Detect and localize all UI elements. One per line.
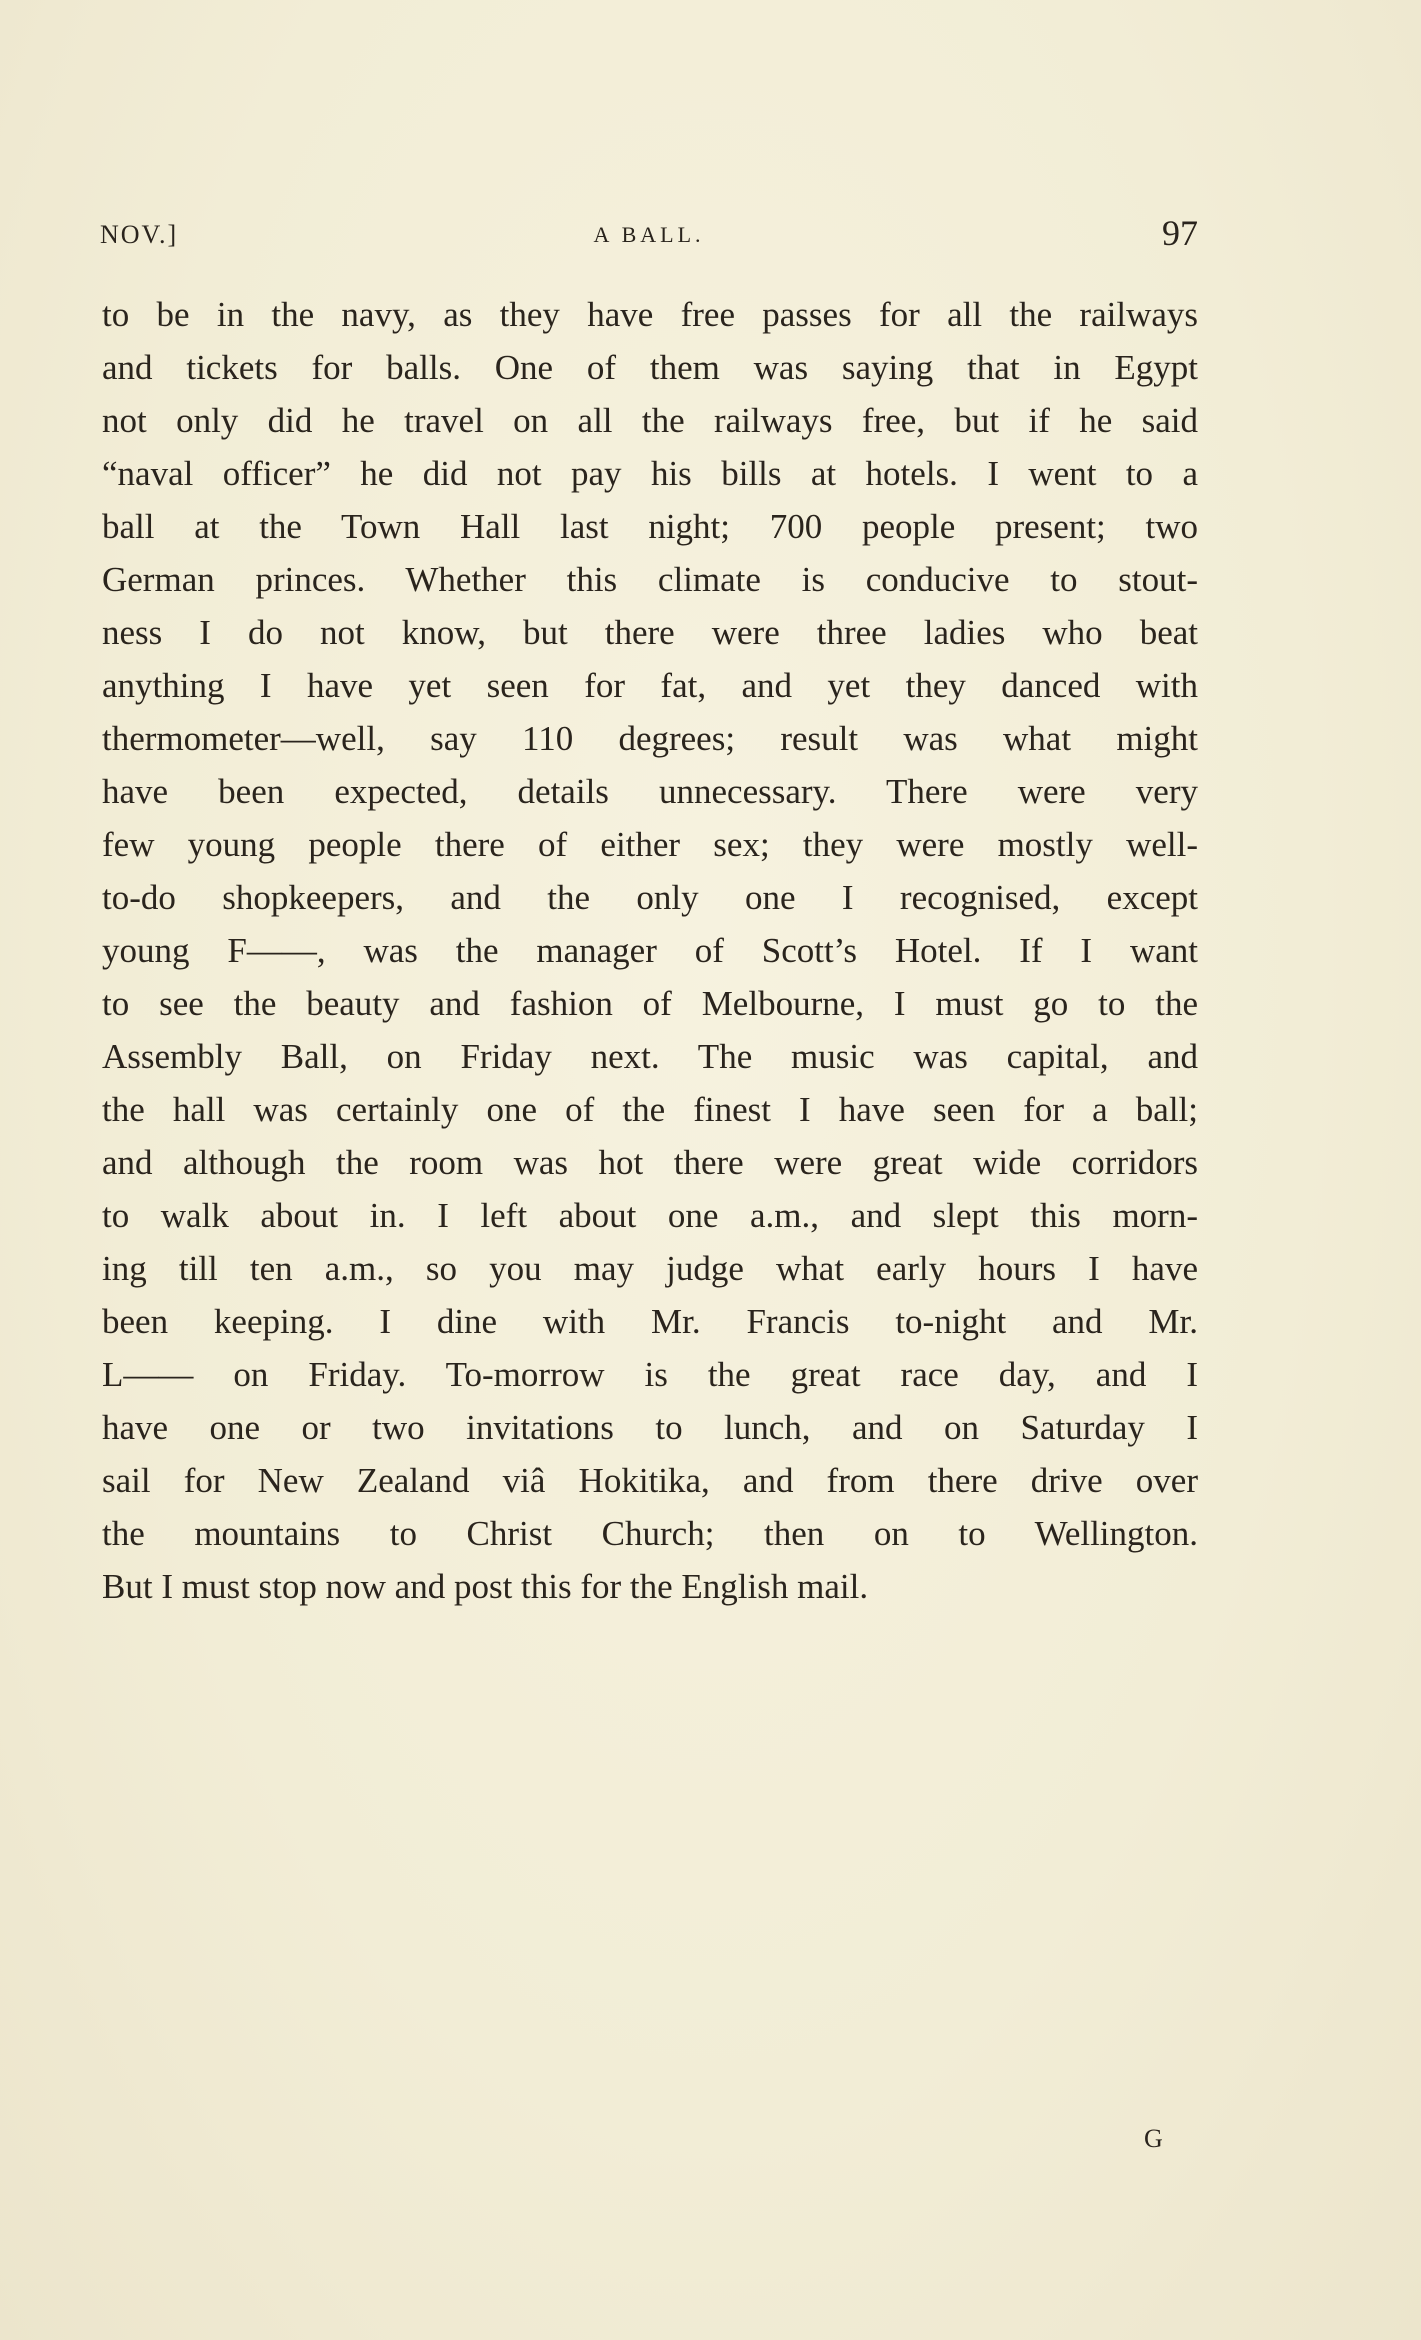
text-line: Assembly Ball, on Friday next. The music was capital, and [102, 1037, 1198, 1076]
text-line: have one or two invitations to lunch, and on Saturday I [102, 1408, 1198, 1447]
text-line: But I must stop now and post this for the English mail. [102, 1567, 869, 1606]
text-line: and although the room was hot there were great wide corridors [102, 1143, 1198, 1182]
text-line: few young people there of either sex; they were mostly well- [102, 825, 1198, 864]
page-number: 97 [1162, 213, 1198, 253]
text-line: and tickets for balls. One of them was saying that in Egypt [102, 348, 1198, 387]
text-line: thermometer—well, say 110 degrees; result was what might [102, 719, 1198, 758]
text-line: to walk about in. I left about one a.m., and slept this morn- [102, 1196, 1198, 1235]
header-chapter-title: A BALL. [593, 222, 705, 247]
text-line: young F——, was the manager of Scott’s Hotel. If I want [102, 931, 1198, 970]
text-line: have been expected, details unnecessary. There were very [102, 772, 1198, 811]
text-line: ness I do not know, but there were three ladies who beat [102, 613, 1198, 652]
text-line: “naval officer” he did not pay his bills at hotels. I went to a [102, 454, 1198, 493]
text-line: to see the beauty and fashion of Melbourne, I must go to the [102, 984, 1198, 1023]
text-line: sail for New Zealand viâ Hokitika, and from there drive over [102, 1461, 1198, 1500]
text-line: to-do shopkeepers, and the only one I recognised, except [102, 878, 1198, 917]
body-text [102, 288, 1198, 1613]
text-line: L—— on Friday. To-morrow is the great race day, and I [102, 1355, 1198, 1394]
text-line: ing till ten a.m., so you may judge what early hours I have [102, 1249, 1198, 1288]
text-line: the hall was certainly one of the finest I have seen for a ball; [102, 1090, 1198, 1129]
text-line: anything I have yet seen for fat, and yet they danced with [102, 666, 1198, 705]
text-line: German princes. Whether this climate is conducive to stout- [102, 560, 1198, 599]
running-header [100, 212, 1198, 262]
text-line: the mountains to Christ Church; then on to Wellington. [102, 1514, 1198, 1553]
text-line: ball at the Town Hall last night; 700 people present; two [102, 507, 1198, 546]
text-line: to be in the navy, as they have free passes for all the railways [102, 295, 1198, 334]
text-line: not only did he travel on all the railways free, but if he said [102, 401, 1198, 440]
signature-mark: G [1144, 2124, 1163, 2153]
text-line: been keeping. I dine with Mr. Francis to-night and Mr. [102, 1302, 1198, 1341]
header-month: NOV.] [100, 220, 179, 249]
